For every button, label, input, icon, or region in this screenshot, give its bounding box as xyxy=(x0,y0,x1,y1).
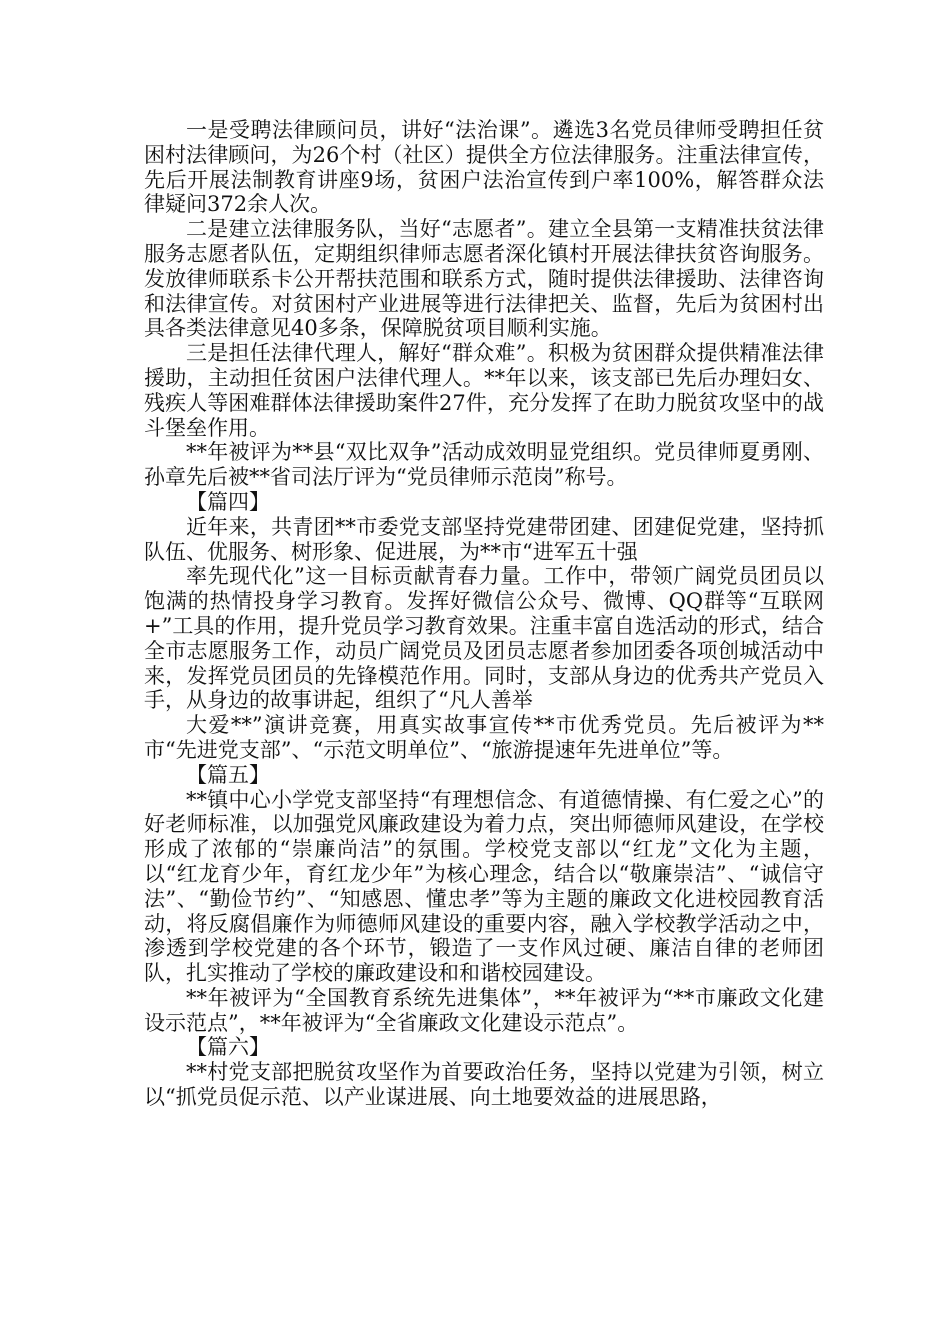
paragraph: **年被评为“全国教育系统先进集体”，**年被评为“**市廉政文化建设示范点”，**年被评为“全省廉政文化建设示范点”。 xyxy=(144,985,824,1035)
paragraph: 三是担任法律代理人，解好“群众难”。积极为贫困群众提供精准法律援助，主动担任贫困户法律代理人。**年以来，该支部已先后办理妇女、残疾人等困难群体法律援助案件27件，充分发挥了在助力脱贫攻坚中的战斗堡垒作用。 xyxy=(144,341,824,440)
paragraph: 大爱**”演讲竞赛，用真实故事宣传**市优秀党员。先后被评为**市“先进党支部”、“示范文明单位”、“旅游提速年先进单位”等。 xyxy=(144,713,824,762)
document-page xyxy=(144,118,824,1110)
paragraph: **镇中心小学党支部坚持“有理想信念、有道德情操、有仁爱之心”的好老师标准，以加强党风廉政建设为着力点，突出师德师风建设，在学校形成了浓郁的“崇廉尚洁”的氛围。学校党支部以“红龙”文化为主题，以“红龙育少年，育红龙少年”为核心理念，结合以“敬廉崇洁”、“诚信守法”、“勤俭节约”、“知感恩、懂忠孝”等为主题的廉政文化进校园教育活动，将反腐倡廉作为师德师风建设的重要内容，融入学校教学活动之中，渗透到学校党建的各个环节，锻造了一支作风过硬、廉洁自律的老师团队，扎实推动了学校的廉政建设和和谐校园建设。 xyxy=(144,787,824,986)
section-heading-5: 【篇五】 xyxy=(186,762,270,787)
paragraph: 近年来，共青团**市委党支部坚持党建带团建、团建促党建，坚持抓队伍、优服务、树形象、促进展，为**市“进军五十强 xyxy=(144,514,824,564)
paragraph: 率先现代化”这一目标贡献青春力量。工作中，带领广阔党员团员以饱满的热情投身学习教育。发挥好微信公众号、微博、QQ群等“互联网+”工具的作用，提升党员学习教育效果。注重丰富自选活动的形式，结合全市志愿服务工作，动员广阔党员及团员志愿者参加团委各项创城活动中来，发挥党员团员的先锋模范作用。同时，支部从身边的优秀共产党员入手，从身边的故事讲起，组织了“凡人善举 xyxy=(144,564,824,713)
paragraph: **年被评为**县“双比双争”活动成效明显党组织。党员律师夏勇刚、孙章先后被**省司法厅评为“党员律师示范岗”称号。 xyxy=(144,440,824,490)
section-heading-4: 【篇四】 xyxy=(186,489,270,514)
section-heading-6: 【篇六】 xyxy=(186,1035,270,1060)
paragraph: 一是受聘法律顾问员，讲好“法治课”。遴选3名党员律师受聘担任贫困村法律顾问，为26个村（社区）提供全方位法律服务。注重法律宣传，先后开展法制教育讲座9场，贫困户法治宣传到户率100%，解答群众法律疑问372余人次。 xyxy=(144,118,824,217)
paragraph: **村党支部把脱贫攻坚作为首要政治任务，坚持以党建为引领，树立以“抓党员促示范、以产业谋进展、向土地要效益的进展思路， xyxy=(144,1060,824,1110)
paragraph: 二是建立法律服务队，当好“志愿者”。建立全县第一支精准扶贫法律服务志愿者队伍，定期组织律师志愿者深化镇村开展法律扶贫咨询服务。发放律师联系卡公开帮扶范围和联系方式，随时提供法律援助、法律咨询和法律宣传。对贫困村产业进展等进行法律把关、监督，先后为贫困村出具各类法律意见40多条，保障脱贫项目顺利实施。 xyxy=(144,217,824,341)
